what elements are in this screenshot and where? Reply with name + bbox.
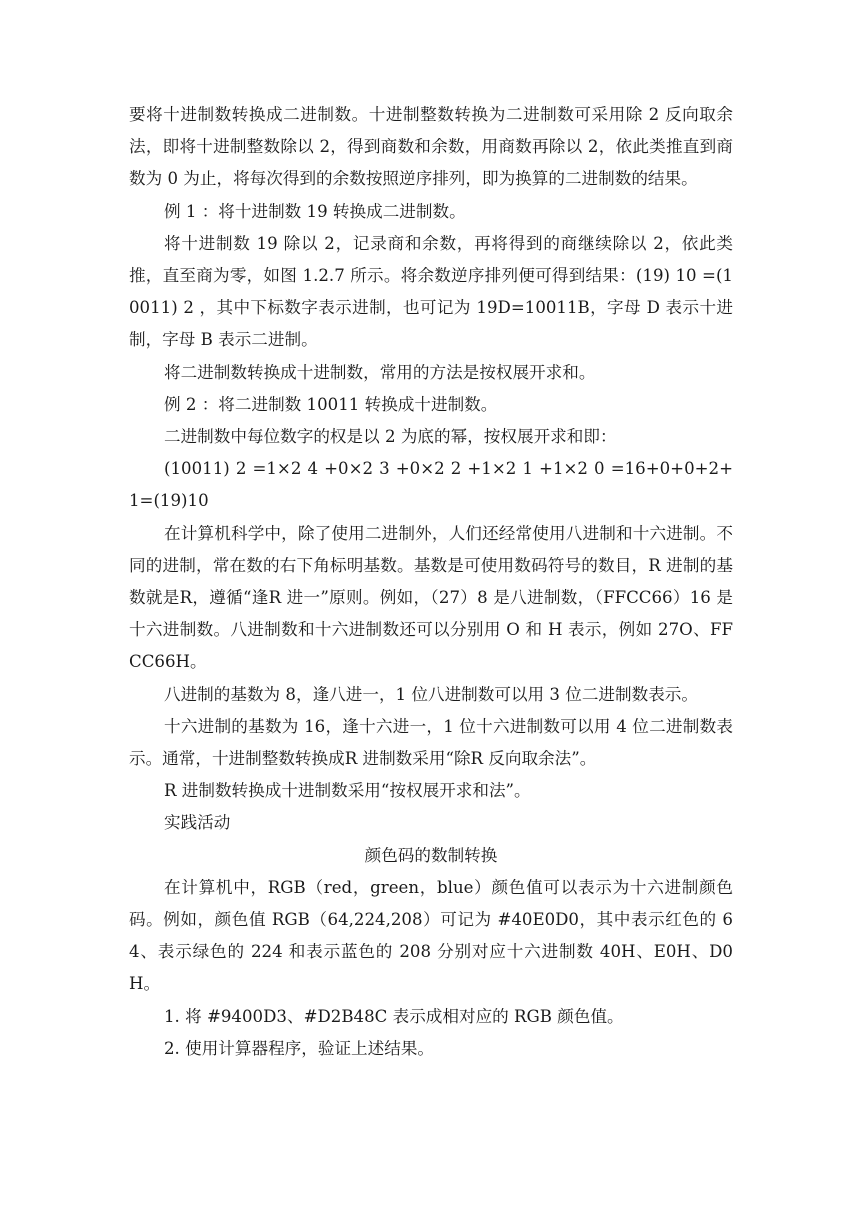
document-page <box>129 99 733 1065</box>
paragraph-decimal-to-binary: 要将十进制数转换成二进制数。十进制整数转换为二进制数可采用除 2 反向取余法，即将十进制整数除以 2，得到商数和余数，用商数再除以 2，依此类推直到商数为 0 为止，将每次得到的余数按照逆序排列，即为换算的二进制数的结果。 <box>129 105 733 189</box>
paragraph-r-base-to-decimal: R 进制数转换成十进制数采用“按权展开求和法”。 <box>164 781 531 801</box>
activity-task-1: 1. 将 #9400D3、#D2B48C 表示成相对应的 RGB 颜色值。 <box>164 1006 624 1026</box>
activity-task-2: 2. 使用计算器程序，验证上述结果。 <box>164 1038 435 1058</box>
paragraph-binary-to-decimal: 将二进制数转换成十进制数，常用的方法是按权展开求和。 <box>164 362 596 382</box>
paragraph-rgb-color-code: 在计算机中，RGB（red，green，blue）颜色值可以表示为十六进制颜色码。例如，颜色值 RGB（64,224,208）可记为 #40E0D0，其中表示红色的 64、表示绿色的 224 和表示蓝色的 208 分别对应十六进制数 40H、E0H、D0H。 <box>129 877 733 994</box>
paragraph-weight-explanation: 二进制数中每位数字的权是以 2 为底的幂，按权展开求和即： <box>164 427 617 447</box>
paragraph-expansion-formula: (10011) 2 =1×2 4 +0×2 3 +0×2 2 +1×2 1 +1×2 0 =16+0+0+2+1=(19)10 <box>129 459 733 511</box>
paragraph-example-1-body: 将十进制数 19 除以 2，记录商和余数，再将得到的商继续除以 2，依此类推，直至商为零，如图 1.2.7 所示。将余数逆序排列便可得到结果：(19) 10 =(10011) 2 ，其中下标数字表示进制，也可记为 19D=10011B，字母 D 表示十进制，字母 B 表示二进制。 <box>129 233 733 350</box>
activity-title: 颜色码的数制转换 <box>364 845 498 865</box>
paragraph-example-2-title: 例 2 ：将二进制数 10011 转换成十进制数。 <box>164 394 498 414</box>
paragraph-hexadecimal: 十六进制的基数为 16，逢十六进一，1 位十六进制数可以用 4 位二进制数表示。通常，十进制整数转换成R 进制数采用“除R 反向取余法”。 <box>129 716 733 769</box>
section-label-practice: 实践活动 <box>164 813 231 833</box>
paragraph-octal: 八进制的基数为 8，逢八进一，1 位八进制数可以用 3 位二进制数表示。 <box>164 684 698 704</box>
paragraph-example-1-title: 例 1 ：将十进制数 19 转换成二进制数。 <box>164 201 466 221</box>
paragraph-other-bases: 在计算机科学中，除了使用二进制外，人们还经常使用八进制和十六进制。不同的进制，常在数的右下角标明基数。基数是可使用数码符号的数目，R 进制的基数就是R，遵循“逢R 进一”原则。例如，（27）8 是八进制数，（FFCC66）16 是十六进制数。八进制数和十六进制数还可以分别用 O 和 H 表示，例如 27O、FFCC66H。 <box>129 523 733 672</box>
